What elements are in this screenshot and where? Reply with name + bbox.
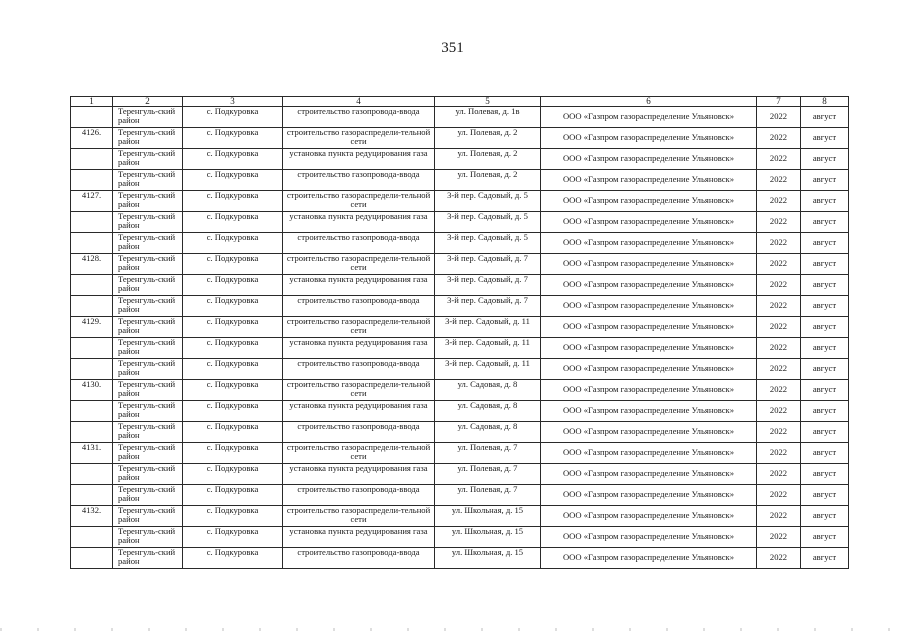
month-cell: август	[801, 170, 849, 191]
district-cell: Теренгуль-ский район	[113, 359, 183, 380]
organization-cell: ООО «Газпром газораспределение Ульяновск»	[541, 296, 757, 317]
organization-cell: ООО «Газпром газораспределение Ульяновск»	[541, 506, 757, 527]
locality-cell: с. Подкуровка	[183, 212, 283, 233]
month-cell: август	[801, 338, 849, 359]
work-type-cell: установка пункта редуцирования газа	[283, 275, 435, 296]
table-row	[71, 338, 849, 359]
year-cell: 2022	[757, 422, 801, 443]
locality-cell: с. Подкуровка	[183, 485, 283, 506]
row-number-cell: 4131.	[71, 443, 113, 464]
district-cell: Теренгуль-ский район	[113, 443, 183, 464]
district-cell: Теренгуль-ский район	[113, 317, 183, 338]
year-cell: 2022	[757, 485, 801, 506]
year-cell: 2022	[757, 275, 801, 296]
work-type-cell: установка пункта редуцирования газа	[283, 149, 435, 170]
work-type-cell: строительство газораспредели-тельной сети	[283, 128, 435, 149]
header-cell: 3	[183, 97, 283, 107]
row-number-cell: 4128.	[71, 254, 113, 275]
locality-cell: с. Подкуровка	[183, 254, 283, 275]
address-cell: 3-й пер. Садовый, д. 5	[435, 212, 541, 233]
year-cell: 2022	[757, 506, 801, 527]
district-cell: Теренгуль-ский район	[113, 506, 183, 527]
table-row	[71, 317, 849, 338]
address-cell: ул. Полевая, д. 7	[435, 464, 541, 485]
address-cell: ул. Полевая, д. 7	[435, 485, 541, 506]
month-cell: август	[801, 317, 849, 338]
locality-cell: с. Подкуровка	[183, 422, 283, 443]
row-number-cell: 4132.	[71, 506, 113, 527]
row-number-cell	[71, 485, 113, 506]
work-type-cell: установка пункта редуцирования газа	[283, 212, 435, 233]
organization-cell: ООО «Газпром газораспределение Ульяновск»	[541, 107, 757, 128]
district-cell: Теренгуль-ский район	[113, 107, 183, 128]
year-cell: 2022	[757, 401, 801, 422]
address-cell: 3-й пер. Садовый, д. 7	[435, 275, 541, 296]
table-row	[71, 107, 849, 128]
organization-cell: ООО «Газпром газораспределение Ульяновск»	[541, 170, 757, 191]
header-cell: 2	[113, 97, 183, 107]
district-cell: Теренгуль-ский район	[113, 380, 183, 401]
address-cell: 3-й пер. Садовый, д. 11	[435, 359, 541, 380]
table-row	[71, 212, 849, 233]
work-type-cell: установка пункта редуцирования газа	[283, 338, 435, 359]
year-cell: 2022	[757, 233, 801, 254]
district-cell: Теренгуль-ский район	[113, 338, 183, 359]
year-cell: 2022	[757, 170, 801, 191]
locality-cell: с. Подкуровка	[183, 170, 283, 191]
table-row	[71, 527, 849, 548]
work-type-cell: строительство газопровода-ввода	[283, 233, 435, 254]
month-cell: август	[801, 359, 849, 380]
address-cell: ул. Полевая, д. 2	[435, 170, 541, 191]
locality-cell: с. Подкуровка	[183, 380, 283, 401]
year-cell: 2022	[757, 380, 801, 401]
address-cell: ул. Полевая, д. 1в	[435, 107, 541, 128]
row-number-cell	[71, 149, 113, 170]
year-cell: 2022	[757, 107, 801, 128]
table-row	[71, 380, 849, 401]
scan-artifact-line	[0, 628, 905, 631]
address-cell: 3-й пер. Садовый, д. 5	[435, 233, 541, 254]
address-cell: 3-й пер. Садовый, д. 7	[435, 296, 541, 317]
organization-cell: ООО «Газпром газораспределение Ульяновск»	[541, 527, 757, 548]
table-row	[71, 443, 849, 464]
locality-cell: с. Подкуровка	[183, 443, 283, 464]
year-cell: 2022	[757, 296, 801, 317]
table-row	[71, 422, 849, 443]
work-type-cell: строительство газораспредели-тельной сети	[283, 317, 435, 338]
work-type-cell: строительство газораспредели-тельной сети	[283, 191, 435, 212]
table-row	[71, 485, 849, 506]
locality-cell: с. Подкуровка	[183, 338, 283, 359]
organization-cell: ООО «Газпром газораспределение Ульяновск»	[541, 233, 757, 254]
table-row	[71, 191, 849, 212]
district-cell: Теренгуль-ский район	[113, 191, 183, 212]
header-cell: 6	[541, 97, 757, 107]
year-cell: 2022	[757, 527, 801, 548]
row-number-cell	[71, 359, 113, 380]
district-cell: Теренгуль-ский район	[113, 212, 183, 233]
page-number: 351	[441, 40, 464, 56]
work-type-cell: установка пункта редуцирования газа	[283, 464, 435, 485]
locality-cell: с. Подкуровка	[183, 317, 283, 338]
year-cell: 2022	[757, 548, 801, 569]
district-cell: Теренгуль-ский район	[113, 128, 183, 149]
year-cell: 2022	[757, 359, 801, 380]
table-row	[71, 233, 849, 254]
row-number-cell	[71, 212, 113, 233]
month-cell: август	[801, 254, 849, 275]
organization-cell: ООО «Газпром газораспределение Ульяновск»	[541, 191, 757, 212]
work-type-cell: строительство газопровода-ввода	[283, 359, 435, 380]
row-number-cell: 4129.	[71, 317, 113, 338]
organization-cell: ООО «Газпром газораспределение Ульяновск»	[541, 149, 757, 170]
work-type-cell: установка пункта редуцирования газа	[283, 527, 435, 548]
address-cell: ул. Садовая, д. 8	[435, 422, 541, 443]
row-number-cell	[71, 275, 113, 296]
year-cell: 2022	[757, 338, 801, 359]
row-number-cell	[71, 464, 113, 485]
year-cell: 2022	[757, 128, 801, 149]
locality-cell: с. Подкуровка	[183, 401, 283, 422]
row-number-cell: 4130.	[71, 380, 113, 401]
header-cell: 7	[757, 97, 801, 107]
row-number-cell	[71, 527, 113, 548]
table-row	[71, 464, 849, 485]
address-cell: ул. Садовая, д. 8	[435, 401, 541, 422]
year-cell: 2022	[757, 254, 801, 275]
work-type-cell: строительство газопровода-ввода	[283, 485, 435, 506]
year-cell: 2022	[757, 212, 801, 233]
work-type-cell: строительство газопровода-ввода	[283, 296, 435, 317]
month-cell: август	[801, 443, 849, 464]
month-cell: август	[801, 233, 849, 254]
work-type-cell: строительство газораспредели-тельной сети	[283, 443, 435, 464]
organization-cell: ООО «Газпром газораспределение Ульяновск»	[541, 128, 757, 149]
organization-cell: ООО «Газпром газораспределение Ульяновск»	[541, 443, 757, 464]
address-cell: ул. Школьная, д. 15	[435, 527, 541, 548]
locality-cell: с. Подкуровка	[183, 296, 283, 317]
locality-cell: с. Подкуровка	[183, 359, 283, 380]
header-cell: 4	[283, 97, 435, 107]
month-cell: август	[801, 422, 849, 443]
year-cell: 2022	[757, 317, 801, 338]
row-number-cell: 4126.	[71, 128, 113, 149]
district-cell: Теренгуль-ский район	[113, 233, 183, 254]
locality-cell: с. Подкуровка	[183, 506, 283, 527]
address-cell: ул. Полевая, д. 2	[435, 128, 541, 149]
district-cell: Теренгуль-ский район	[113, 422, 183, 443]
row-number-cell	[71, 107, 113, 128]
locality-cell: с. Подкуровка	[183, 233, 283, 254]
month-cell: август	[801, 548, 849, 569]
organization-cell: ООО «Газпром газораспределение Ульяновск»	[541, 401, 757, 422]
month-cell: август	[801, 212, 849, 233]
table-row	[71, 548, 849, 569]
table-row	[71, 401, 849, 422]
work-type-cell: строительство газораспредели-тельной сети	[283, 254, 435, 275]
district-cell: Теренгуль-ский район	[113, 527, 183, 548]
locality-cell: с. Подкуровка	[183, 107, 283, 128]
work-type-cell: установка пункта редуцирования газа	[283, 401, 435, 422]
month-cell: август	[801, 464, 849, 485]
year-cell: 2022	[757, 443, 801, 464]
header-cell: 5	[435, 97, 541, 107]
table-row	[71, 149, 849, 170]
work-type-cell: строительство газопровода-ввода	[283, 170, 435, 191]
locality-cell: с. Подкуровка	[183, 548, 283, 569]
table-row	[71, 170, 849, 191]
work-type-cell: строительство газопровода-ввода	[283, 422, 435, 443]
organization-cell: ООО «Газпром газораспределение Ульяновск»	[541, 254, 757, 275]
locality-cell: с. Подкуровка	[183, 191, 283, 212]
month-cell: август	[801, 401, 849, 422]
locality-cell: с. Подкуровка	[183, 527, 283, 548]
district-cell: Теренгуль-ский район	[113, 254, 183, 275]
locality-cell: с. Подкуровка	[183, 149, 283, 170]
district-cell: Теренгуль-ский район	[113, 548, 183, 569]
table-row	[71, 296, 849, 317]
work-type-cell: строительство газопровода-ввода	[283, 107, 435, 128]
row-number-cell	[71, 338, 113, 359]
locality-cell: с. Подкуровка	[183, 128, 283, 149]
district-cell: Теренгуль-ский район	[113, 464, 183, 485]
district-cell: Теренгуль-ский район	[113, 401, 183, 422]
organization-cell: ООО «Газпром газораспределение Ульяновск»	[541, 212, 757, 233]
work-type-cell: строительство газопровода-ввода	[283, 548, 435, 569]
month-cell: август	[801, 149, 849, 170]
address-cell: 3-й пер. Садовый, д. 7	[435, 254, 541, 275]
row-number-cell	[71, 422, 113, 443]
row-number-cell	[71, 401, 113, 422]
address-cell: ул. Садовая, д. 8	[435, 380, 541, 401]
address-cell: ул. Школьная, д. 15	[435, 548, 541, 569]
table-row	[71, 254, 849, 275]
row-number-cell	[71, 233, 113, 254]
district-cell: Теренгуль-ский район	[113, 296, 183, 317]
year-cell: 2022	[757, 464, 801, 485]
work-type-cell: строительство газораспредели-тельной сети	[283, 380, 435, 401]
organization-cell: ООО «Газпром газораспределение Ульяновск»	[541, 422, 757, 443]
month-cell: август	[801, 296, 849, 317]
table-row	[71, 128, 849, 149]
header-cell: 1	[71, 97, 113, 107]
row-number-cell: 4127.	[71, 191, 113, 212]
month-cell: август	[801, 485, 849, 506]
organization-cell: ООО «Газпром газораспределение Ульяновск»	[541, 464, 757, 485]
organization-cell: ООО «Газпром газораспределение Ульяновск»	[541, 275, 757, 296]
month-cell: август	[801, 275, 849, 296]
month-cell: август	[801, 107, 849, 128]
address-cell: 3-й пер. Садовый, д. 11	[435, 317, 541, 338]
organization-cell: ООО «Газпром газораспределение Ульяновск»	[541, 548, 757, 569]
row-number-cell	[71, 548, 113, 569]
organization-cell: ООО «Газпром газораспределение Ульяновск»	[541, 380, 757, 401]
district-cell: Теренгуль-ский район	[113, 170, 183, 191]
row-number-cell	[71, 170, 113, 191]
work-type-cell: строительство газораспредели-тельной сети	[283, 506, 435, 527]
locality-cell: с. Подкуровка	[183, 464, 283, 485]
month-cell: август	[801, 527, 849, 548]
organization-cell: ООО «Газпром газораспределение Ульяновск»	[541, 338, 757, 359]
month-cell: август	[801, 380, 849, 401]
address-cell: ул. Полевая, д. 2	[435, 149, 541, 170]
address-cell: 3-й пер. Садовый, д. 11	[435, 338, 541, 359]
district-cell: Теренгуль-ский район	[113, 149, 183, 170]
table-header-row	[71, 97, 849, 107]
month-cell: август	[801, 191, 849, 212]
district-cell: Теренгуль-ский район	[113, 275, 183, 296]
organization-cell: ООО «Газпром газораспределение Ульяновск»	[541, 485, 757, 506]
row-number-cell	[71, 296, 113, 317]
table-row	[71, 359, 849, 380]
address-cell: ул. Полевая, д. 7	[435, 443, 541, 464]
organization-cell: ООО «Газпром газораспределение Ульяновск»	[541, 317, 757, 338]
address-cell: 3-й пер. Садовый, д. 5	[435, 191, 541, 212]
address-cell: ул. Школьная, д. 15	[435, 506, 541, 527]
month-cell: август	[801, 128, 849, 149]
works-table	[70, 96, 849, 569]
locality-cell: с. Подкуровка	[183, 275, 283, 296]
table-row	[71, 275, 849, 296]
organization-cell: ООО «Газпром газораспределение Ульяновск»	[541, 359, 757, 380]
table-row	[71, 506, 849, 527]
month-cell: август	[801, 506, 849, 527]
header-cell: 8	[801, 97, 849, 107]
year-cell: 2022	[757, 149, 801, 170]
year-cell: 2022	[757, 191, 801, 212]
district-cell: Теренгуль-ский район	[113, 485, 183, 506]
